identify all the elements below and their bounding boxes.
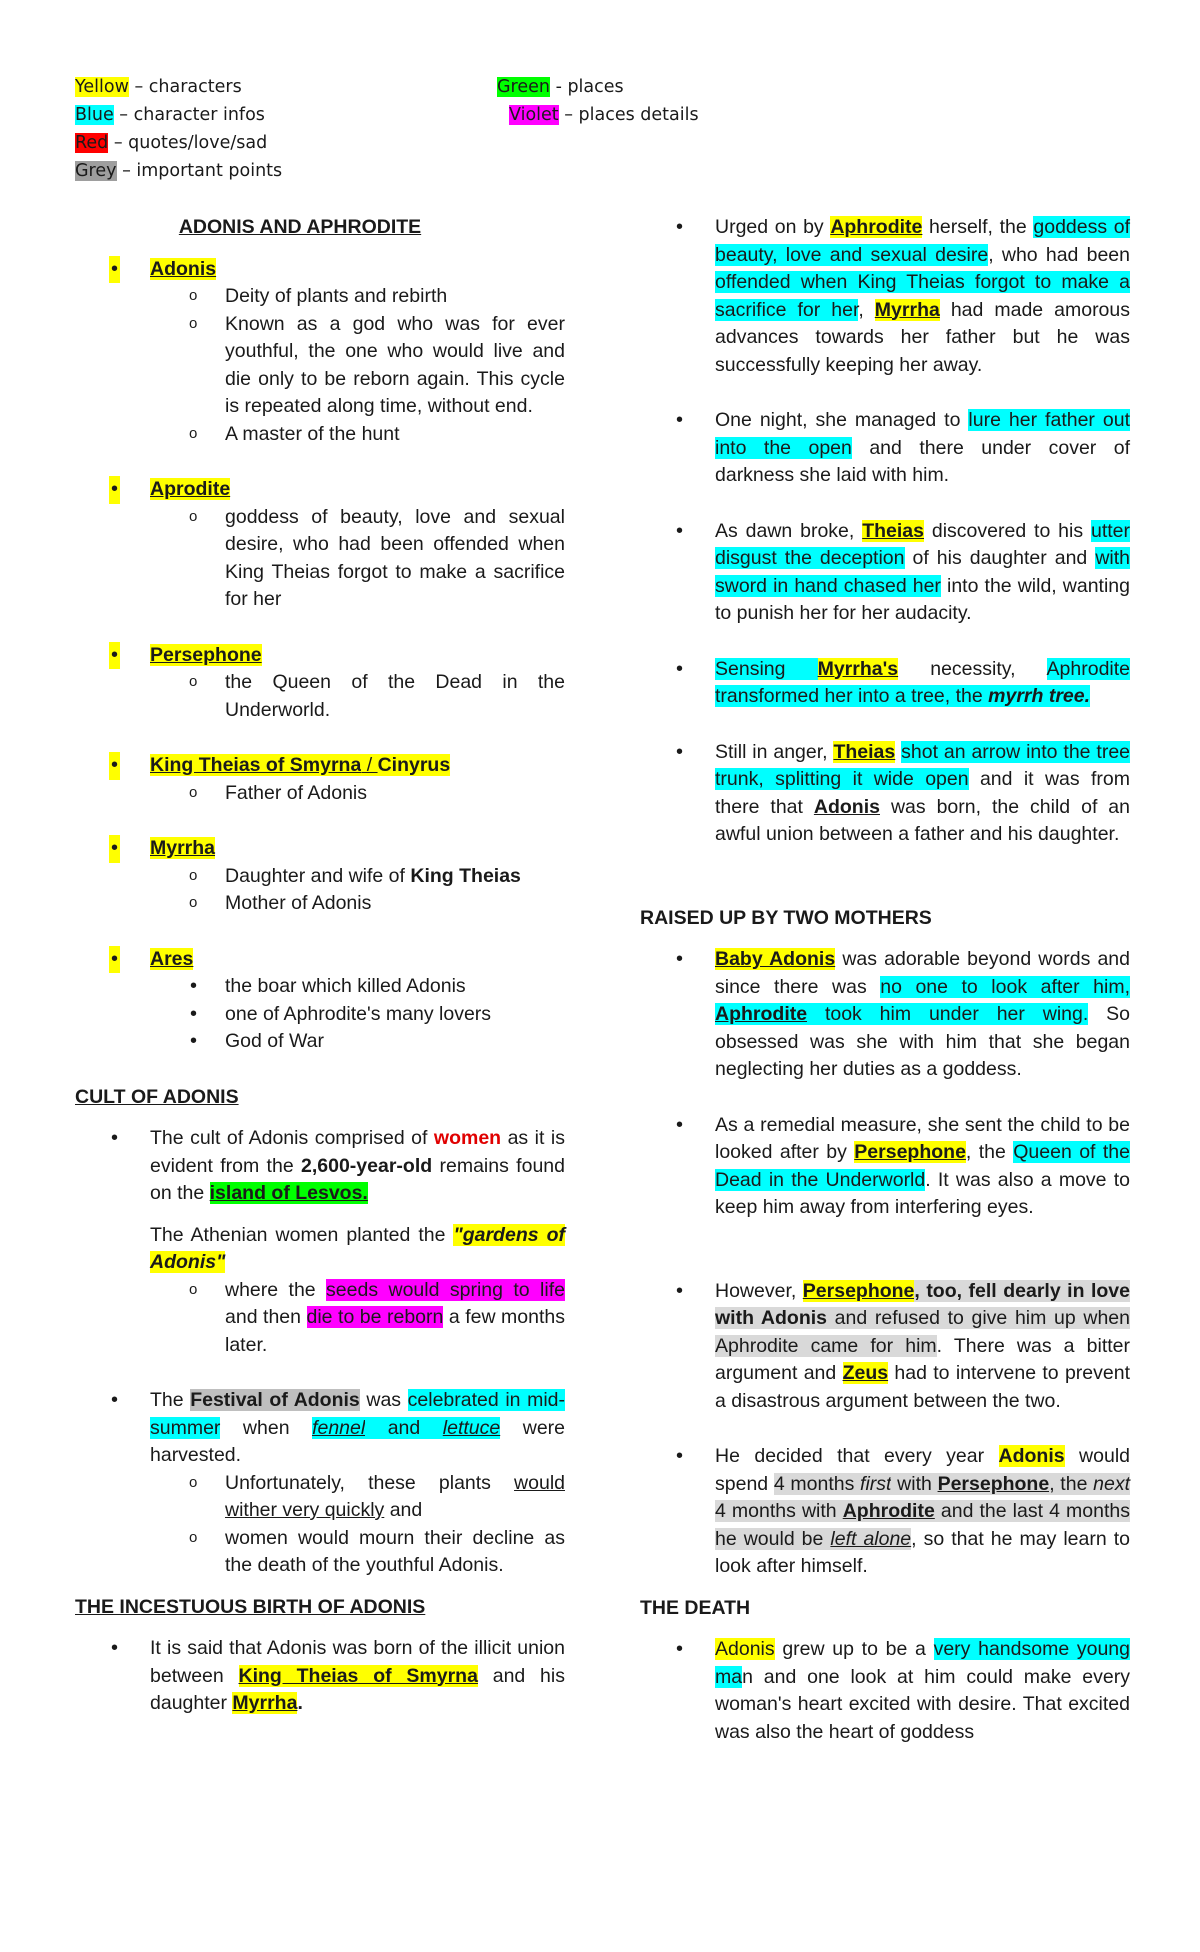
list-item (75, 476, 565, 504)
legend-red: Red (75, 133, 109, 153)
info-highlight: took him under her wing. (807, 1003, 1089, 1025)
section-heading-birth: THE INCESTUOUS BIRTH OF ADONIS (75, 1595, 426, 1618)
list-item: • one of Aphrodite's many lovers (75, 1001, 565, 1029)
info-highlight: and (365, 1416, 443, 1439)
list-item (75, 946, 565, 974)
paragraph (75, 1222, 565, 1277)
list-item (640, 407, 1130, 490)
text: , (858, 298, 875, 321)
character-highlight: Theias (862, 519, 924, 542)
list-item (75, 1387, 565, 1470)
important-highlight: 4 months with (715, 1500, 843, 1522)
list-item: o Deity of plants and rebirth (75, 283, 565, 311)
character-highlight: Persephone (854, 1141, 966, 1163)
place-detail: die to be reborn (306, 1306, 444, 1328)
legend-text: – character infos (113, 105, 265, 125)
cult-list (75, 1125, 565, 1208)
text: and it was from there that (715, 768, 1130, 818)
text: was (359, 1389, 408, 1411)
info-highlight: with sword in hand chased her (715, 547, 1130, 597)
text: would spend (715, 1445, 1131, 1495)
text: However, (715, 1279, 803, 1302)
text: The (150, 1389, 191, 1411)
text: , the (965, 1141, 1014, 1163)
text: had made amorous advances towards her father but he was successfully keeping her away. (715, 298, 1130, 376)
story-list (640, 214, 1130, 849)
text: n and one look at him could make every woman's heart excited with desire. That excited was also the heart of goddess (715, 1665, 1130, 1743)
legend-text: – quotes/love/sad (108, 133, 268, 153)
important-highlight: Aphrodite (842, 1500, 935, 1522)
cult-sublist (75, 1277, 565, 1580)
list-item: o A master of the hunt (75, 421, 565, 449)
text: He decided that every year (715, 1445, 999, 1467)
important-highlight: first (860, 1472, 892, 1495)
text: So obsessed was she with him that she began neglecting her duties as a goddess. (715, 1003, 1130, 1080)
list-item (640, 1636, 1130, 1746)
section-heading-cult: CULT OF ADONIS (75, 1085, 239, 1108)
list-item: o the Queen of the Dead in the Underworld. (75, 669, 565, 724)
text: when (220, 1416, 313, 1439)
list-item (640, 518, 1130, 628)
text: . There was a bitter argument and (715, 1334, 1130, 1384)
list-item (640, 1112, 1130, 1222)
legend-violet: Violet (509, 105, 559, 125)
text: remains found on the (150, 1154, 565, 1204)
legend-blue: Blue (75, 105, 114, 125)
legend-yellow: Yellow (75, 77, 129, 97)
info-highlight: Aphrodite transformed her into a tree, the (715, 657, 1131, 707)
info-highlight: Sensing (715, 657, 818, 680)
character-highlight: Baby Adonis (715, 948, 836, 970)
character-highlight: Aphrodite (715, 1003, 808, 1025)
text: . It was also a move to keep him away from interfering eyes. (715, 1168, 1130, 1218)
text-bold: 2,600-year-old (301, 1154, 433, 1177)
important-highlight: , too, fell dearly in love with Adonis (715, 1279, 1130, 1329)
legend-grey: Grey (75, 161, 117, 181)
character-highlight: Zeus (842, 1362, 889, 1384)
important-highlight: next (1093, 1472, 1130, 1495)
text: was adorable beyond words and since there was (715, 948, 1130, 998)
info-highlight: very handsome young ma (715, 1638, 1130, 1688)
character-highlight: Myrrha (874, 298, 940, 321)
info-highlight: myrrh tree. (988, 685, 1091, 707)
info-highlight: Queen of the Dead in the Underworld (715, 1141, 1130, 1191)
text-red: women (433, 1127, 502, 1149)
text: One night, she managed to (715, 409, 969, 431)
text: as it is evident from the (150, 1127, 565, 1177)
text: of his daughter and (904, 547, 1096, 569)
text-highlight: "gardens of Adonis" (150, 1223, 565, 1273)
place-detail: seeds would spring to life (326, 1278, 565, 1301)
important-highlight: , the (1049, 1472, 1094, 1495)
character-name: Adonis (150, 257, 217, 280)
character-name: King Theias of Smyrna (150, 754, 362, 776)
text: . (297, 1692, 303, 1714)
list-item (75, 1277, 565, 1360)
text: The Athenian women planted the (150, 1223, 454, 1246)
info-highlight: lettuce (442, 1416, 501, 1439)
section-heading-raised: RAISED UP BY TWO MOTHERS (640, 906, 932, 929)
character-name: Aprodite (150, 478, 231, 500)
legend-text: – places details (558, 105, 699, 125)
place-highlight: island of Lesvos. (209, 1182, 368, 1204)
text-bold: Adonis (813, 795, 880, 818)
text: and then (225, 1306, 307, 1328)
info-highlight: offended when King Theias forgot to make a sacrifice for her (715, 271, 1130, 321)
important-highlight: and refused to give him up when Aphrodite came for him (715, 1307, 1131, 1357)
list-item (640, 946, 1130, 1084)
death-list (640, 1636, 1130, 1746)
legend-green: Green (497, 77, 550, 97)
text: Urged on by (715, 216, 831, 238)
text: necessity, (898, 657, 1047, 680)
text-bold: King Theias (410, 864, 521, 887)
list-item (75, 752, 565, 780)
text: discovered to his (923, 519, 1091, 542)
list-item (640, 1443, 1130, 1581)
legend-text: – important points (116, 161, 283, 181)
character-list (75, 256, 565, 1056)
list-item (75, 1635, 565, 1718)
text: and his daughter (150, 1664, 565, 1714)
important-highlight: Festival of Adonis (190, 1389, 360, 1411)
list-item: o Father of Adonis (75, 780, 565, 808)
raised-list (640, 946, 1130, 1581)
list-item (640, 739, 1130, 849)
list-item: o Mother of Adonis (75, 890, 565, 918)
list-item: o women would mourn their decline as the death of the youthful Adonis. (75, 1525, 565, 1580)
legend-text: – characters (128, 77, 242, 97)
list-item: o goddess of beauty, love and sexual desire, who had been offended when King Theias forgot to make a sacrifice for her (75, 504, 565, 614)
list-item (640, 656, 1130, 711)
list-item (75, 863, 565, 891)
info-highlight: no one to look after him (880, 975, 1125, 998)
character-name: Ares (150, 947, 194, 970)
list-item (640, 1278, 1130, 1416)
list-item: o Known as a god who was for ever youthful, the one who would live and die only to be reborn again. This cycle is repeated along time, without end. (75, 311, 565, 421)
character-highlight: Myrrha (232, 1692, 298, 1714)
birth-list (75, 1635, 565, 1718)
character-highlight: Adonis (715, 1638, 775, 1660)
important-highlight: with (891, 1472, 938, 1495)
character-highlight: Adonis (998, 1445, 1065, 1467)
info-highlight: , (1124, 975, 1130, 998)
text: As a remedial measure, she sent the child to be looked after by (715, 1113, 1130, 1163)
info-highlight: fennel (312, 1416, 366, 1439)
info-highlight: celebrated in mid-summer (150, 1389, 565, 1439)
text-underline: would wither very quickly (225, 1471, 565, 1521)
info-highlight: goddess of beauty, love and sexual desire (715, 216, 1131, 266)
text: a few months later. (225, 1306, 566, 1356)
list-item (75, 1125, 565, 1208)
important-highlight: left alone (830, 1527, 912, 1550)
text: The cult of Adonis comprised of (150, 1127, 434, 1149)
important-highlight: 4 months (773, 1472, 861, 1495)
list-item: • God of War (75, 1028, 565, 1056)
character-highlight: Persephone (802, 1279, 915, 1302)
character-highlight: Myrrha's (817, 657, 899, 680)
color-legend (75, 73, 282, 185)
text: It is said that Adonis was born of the illicit union between (150, 1637, 565, 1687)
text: where the (225, 1278, 327, 1301)
list-item (75, 1470, 565, 1525)
important-highlight: Persephone (937, 1472, 1050, 1495)
info-highlight: utter disgust the deception (715, 519, 1130, 569)
text: had to intervene to prevent a disastrous argument between the two. (715, 1362, 1130, 1412)
text: were harvested. (150, 1416, 565, 1466)
left-column (75, 214, 565, 1718)
section-heading-death: THE DEATH (640, 1596, 751, 1619)
character-name-alt: Cinyrus (377, 754, 451, 776)
color-legend-places (497, 73, 699, 129)
text: Still in anger, (715, 740, 834, 763)
text: herself, the (922, 216, 1034, 238)
text: was born, the child of an awful union between a father and his daughter. (715, 795, 1131, 845)
text: into the wild, wanting to punish her for her audacity. (715, 574, 1130, 624)
text: and (384, 1499, 423, 1521)
list-item (75, 835, 565, 863)
legend-text: - places (550, 77, 624, 97)
list-item: • the boar which killed Adonis (75, 973, 565, 1001)
text: Unfortunately, these plants (225, 1471, 515, 1494)
text: Daughter and wife of (225, 864, 411, 887)
list-item (75, 256, 565, 284)
character-highlight: Aphrodite (830, 216, 923, 238)
right-column (640, 214, 1130, 1746)
main-title: ADONIS AND APHRODITE (178, 216, 422, 238)
text: , so that he may learn to look after himself. (715, 1527, 1130, 1577)
character-highlight: Theias (833, 740, 896, 763)
character-name: Persephone (150, 643, 262, 666)
text: , who had been (988, 243, 1131, 266)
character-highlight: King Theias of Smyrna (238, 1664, 478, 1687)
important-highlight: and the last 4 months he would be (715, 1500, 1130, 1550)
info-highlight: shot an arrow into the tree trunk, splitting it wide open (715, 740, 1131, 790)
separator: / (361, 754, 378, 776)
list-item (640, 214, 1130, 379)
text: grew up to be a (774, 1638, 934, 1660)
info-highlight: lure her father out into the open (715, 409, 1130, 459)
text: As dawn broke, (715, 519, 863, 542)
text: and there under cover of darkness she laid with him. (715, 436, 1131, 486)
character-name: Myrrha (150, 837, 216, 859)
list-item (75, 642, 565, 670)
